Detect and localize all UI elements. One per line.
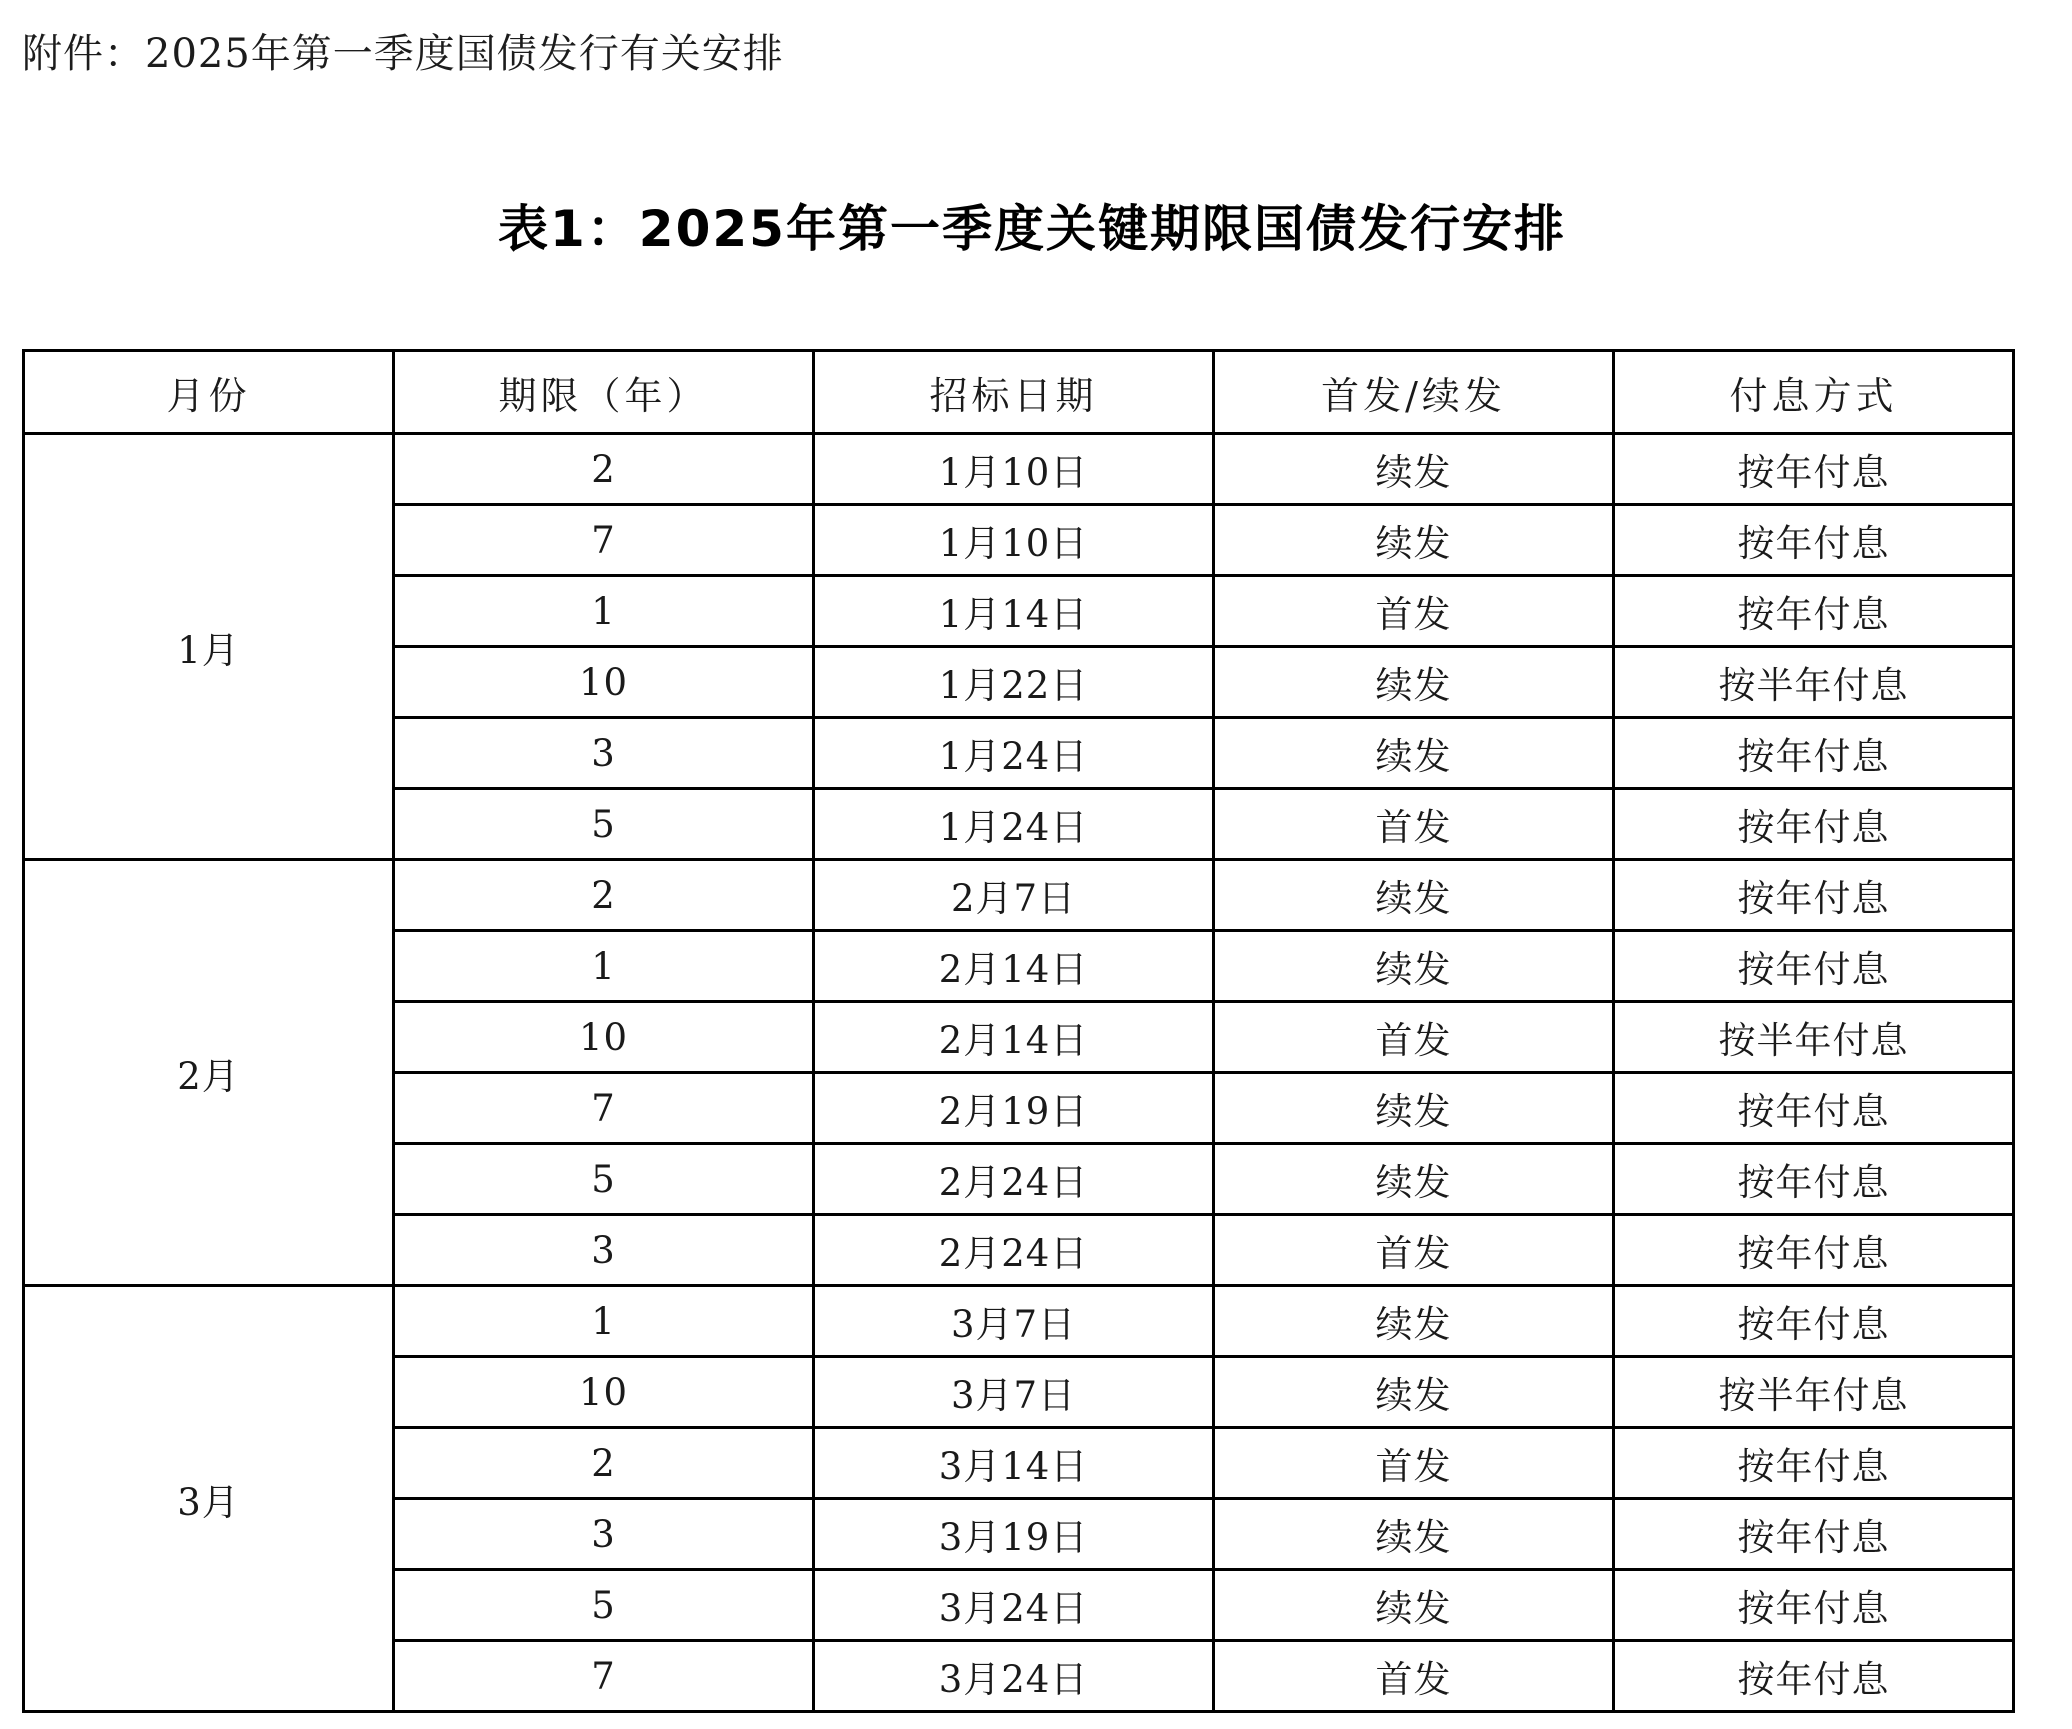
auction-date-cell: 2月14日 [814,931,1214,1002]
interest-payment-cell: 按年付息 [1614,1286,2014,1357]
issue-type-cell: 首发 [1214,1002,1614,1073]
bond-issuance-schedule-table [22,349,2015,1713]
table-row [24,860,2014,931]
month-cell: 3月 [24,1286,394,1712]
issue-type-cell: 续发 [1214,860,1614,931]
issue-type-cell: 续发 [1214,1144,1614,1215]
table-row [24,1286,2014,1357]
term-cell: 3 [394,718,814,789]
auction-date-cell: 2月14日 [814,1002,1214,1073]
column-header-term: 期限（年） [394,351,814,434]
issue-type-cell: 首发 [1214,1428,1614,1499]
interest-payment-cell: 按年付息 [1614,789,2014,860]
interest-payment-cell: 按年付息 [1614,1570,2014,1641]
issue-type-cell: 续发 [1214,718,1614,789]
issue-type-cell: 首发 [1214,1215,1614,1286]
auction-date-cell: 1月24日 [814,718,1214,789]
term-cell: 1 [394,576,814,647]
issue-type-cell: 首发 [1214,576,1614,647]
issue-type-cell: 续发 [1214,1570,1614,1641]
auction-date-cell: 2月7日 [814,860,1214,931]
term-cell: 5 [394,1144,814,1215]
term-cell: 10 [394,1002,814,1073]
issue-type-cell: 续发 [1214,434,1614,505]
auction-date-cell: 2月24日 [814,1215,1214,1286]
auction-date-cell: 2月19日 [814,1073,1214,1144]
interest-payment-cell: 按年付息 [1614,576,2014,647]
interest-payment-cell: 按年付息 [1614,1428,2014,1499]
term-cell: 7 [394,1073,814,1144]
interest-payment-cell: 按年付息 [1614,860,2014,931]
issue-type-cell: 首发 [1214,1641,1614,1712]
auction-date-cell: 1月24日 [814,789,1214,860]
auction-date-cell: 1月22日 [814,647,1214,718]
auction-date-cell: 3月7日 [814,1357,1214,1428]
term-cell: 2 [394,1428,814,1499]
table-header-row [24,351,2014,434]
interest-payment-cell: 按年付息 [1614,505,2014,576]
interest-payment-cell: 按年付息 [1614,434,2014,505]
page-title: 表1：2025年第一季度关键期限国债发行安排 [498,200,1566,258]
term-cell: 1 [394,931,814,1002]
table-row [24,434,2014,505]
issue-type-cell: 续发 [1214,931,1614,1002]
interest-payment-cell: 按年付息 [1614,1641,2014,1712]
interest-payment-cell: 按半年付息 [1614,1357,2014,1428]
issue-type-cell: 续发 [1214,1073,1614,1144]
column-header-issue-type: 首发/续发 [1214,351,1614,434]
term-cell: 7 [394,505,814,576]
column-header-auction-date: 招标日期 [814,351,1214,434]
auction-date-cell: 3月19日 [814,1499,1214,1570]
term-cell: 3 [394,1499,814,1570]
interest-payment-cell: 按年付息 [1614,1073,2014,1144]
auction-date-cell: 1月14日 [814,576,1214,647]
term-cell: 2 [394,860,814,931]
attachment-label: 附件：2025年第一季度国债发行有关安排 [22,31,784,77]
term-cell: 10 [394,1357,814,1428]
month-cell: 1月 [24,434,394,860]
auction-date-cell: 3月7日 [814,1286,1214,1357]
auction-date-cell: 2月24日 [814,1144,1214,1215]
interest-payment-cell: 按年付息 [1614,931,2014,1002]
issue-type-cell: 续发 [1214,1357,1614,1428]
term-cell: 5 [394,789,814,860]
issue-type-cell: 续发 [1214,1286,1614,1357]
table-body [24,434,2014,1712]
interest-payment-cell: 按年付息 [1614,1144,2014,1215]
column-header-interest-payment: 付息方式 [1614,351,2014,434]
auction-date-cell: 3月14日 [814,1428,1214,1499]
issue-type-cell: 续发 [1214,647,1614,718]
interest-payment-cell: 按年付息 [1614,1499,2014,1570]
interest-payment-cell: 按半年付息 [1614,1002,2014,1073]
month-cell: 2月 [24,860,394,1286]
auction-date-cell: 1月10日 [814,434,1214,505]
issue-type-cell: 续发 [1214,1499,1614,1570]
column-header-month: 月份 [24,351,394,434]
term-cell: 7 [394,1641,814,1712]
term-cell: 1 [394,1286,814,1357]
term-cell: 3 [394,1215,814,1286]
auction-date-cell: 1月10日 [814,505,1214,576]
term-cell: 2 [394,434,814,505]
auction-date-cell: 3月24日 [814,1570,1214,1641]
issue-type-cell: 首发 [1214,789,1614,860]
auction-date-cell: 3月24日 [814,1641,1214,1712]
term-cell: 5 [394,1570,814,1641]
interest-payment-cell: 按年付息 [1614,718,2014,789]
interest-payment-cell: 按半年付息 [1614,647,2014,718]
term-cell: 10 [394,647,814,718]
issue-type-cell: 续发 [1214,505,1614,576]
interest-payment-cell: 按年付息 [1614,1215,2014,1286]
